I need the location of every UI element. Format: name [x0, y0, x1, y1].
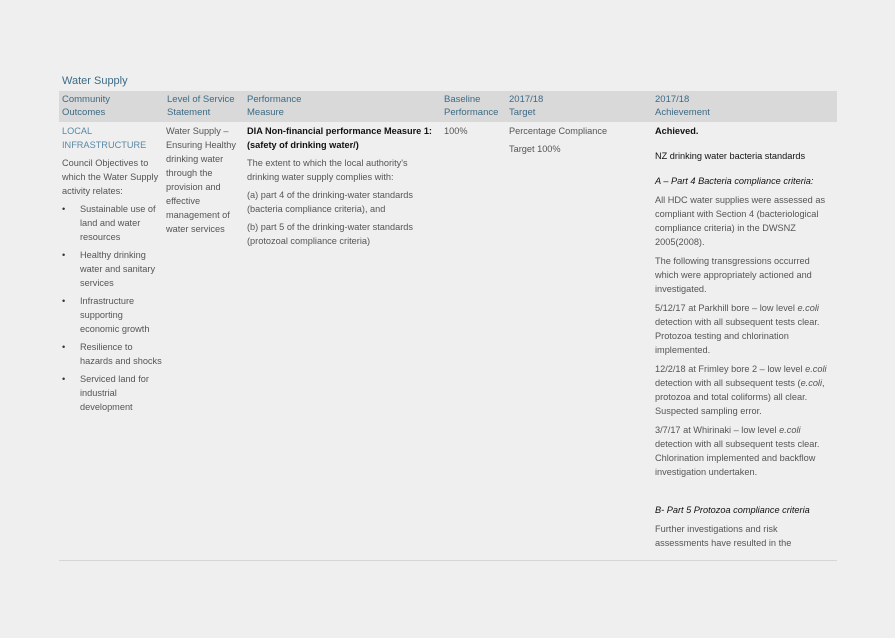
header-label: Community [62, 94, 111, 105]
outcomes-column [62, 124, 164, 418]
header-label: Performance [247, 94, 302, 105]
incident-text: , protozoa and total coliforms) all clear. Suspected sampling error. [655, 378, 825, 416]
incident-text: detection with all subsequent tests clear. Protozoa testing and chlorination implemented. [655, 317, 820, 355]
service-statement: Water Supply – Ensuring Healthy drinking water through the provision and effective management of water services [166, 126, 236, 234]
header-label: Level of Service [167, 94, 235, 105]
achievement-status: Achieved. [655, 126, 699, 136]
list-item: • Infrastructure supporting economic growth [62, 294, 164, 336]
measure-part-b: (b) part 5 of the drinking-water standards (protozoal compliance criteria) [247, 222, 413, 246]
incident-organism: e.coli [800, 378, 823, 388]
incident-text: 3/7/17 at Whirinaki – low level [655, 425, 780, 435]
header-label: 2017/18 [655, 94, 690, 105]
outcomes-heading-line: INFRASTRUCTURE [62, 140, 147, 150]
list-item: • Serviced land for industrial development [62, 372, 164, 414]
header-level-of-service [167, 93, 235, 119]
outcomes-heading-line: LOCAL [62, 126, 93, 136]
incident-organism: e.coli [805, 364, 827, 374]
target-line1: Percentage Compliance [509, 126, 608, 136]
achievement-para2: The following transgressions occurred which were appropriately actioned and investigated. [655, 256, 812, 294]
header-label: Achievement [655, 107, 710, 118]
achievement-column [655, 124, 833, 550]
list-item: • Sustainable use of land and water resources [62, 202, 164, 244]
table-bottom-rule [59, 560, 837, 561]
header-label: Statement [167, 107, 211, 118]
header-label: Target [509, 107, 536, 118]
measure-title: DIA Non-financial performance Measure 1: (safety of drinking water/) [247, 126, 432, 150]
header-label: 2017/18 [509, 94, 544, 105]
incident-organism: e.coli [779, 425, 801, 435]
achievement-para-last: Further investigations and risk assessments have resulted in the [655, 524, 792, 548]
measure-intro: The extent to which the local authority's drinking water supply complies with: [247, 158, 408, 182]
outcomes-heading [62, 124, 164, 152]
nz-standards-heading: NZ drinking water bacteria standards [655, 151, 806, 161]
incident-parkhill [655, 301, 833, 357]
header-label: Performance [444, 107, 499, 118]
part-b-heading: B- Part 5 Protozoa compliance criteria [655, 505, 810, 515]
list-item: • Resilience to hazards and shocks [62, 340, 164, 368]
measure-column [247, 124, 432, 248]
incident-whirinaki [655, 423, 833, 479]
outcomes-intro: Council Objectives to which the Water Supply activity relates: [62, 158, 159, 196]
achievement-para1: All HDC water supplies were assessed as compliant with Section 4 (bacteriological compliance criteria) in the DWSNZ 2005(2008). [655, 195, 826, 247]
incident-organism: e.coli [797, 303, 819, 313]
header-achievement [655, 93, 710, 119]
incident-text: detection with all subsequent tests ( [655, 378, 801, 388]
header-baseline [444, 93, 498, 119]
header-performance-measure [247, 93, 301, 119]
list-item: • Healthy drinking water and sanitary services [62, 248, 164, 290]
section-title: Water Supply [62, 75, 128, 87]
header-target [509, 93, 543, 119]
table-header [59, 91, 837, 122]
incident-text: 12/2/18 at Frimley bore 2 – low level [655, 364, 806, 374]
header-label: Baseline [444, 94, 481, 105]
outcomes-list [62, 202, 164, 414]
incident-frimley [655, 362, 833, 418]
baseline-value: 100% [444, 126, 468, 136]
incident-text: 5/12/17 at Parkhill bore – low level [655, 303, 798, 313]
incident-text: detection with all subsequent tests clear. Chlorination implemented and backflow investigation undertaken. [655, 439, 820, 477]
header-label: Outcomes [62, 107, 106, 118]
service-column [166, 124, 240, 236]
header-community-outcomes [62, 93, 110, 119]
part-a-heading: A – Part 4 Bacteria compliance criteria: [655, 176, 814, 186]
target-line2: Target 100% [509, 144, 561, 154]
measure-part-a: (a) part 4 of the drinking-water standards (bacteria compliance criteria), and [247, 190, 413, 214]
baseline-column [444, 124, 504, 138]
header-label: Measure [247, 107, 284, 118]
target-column [509, 124, 649, 156]
